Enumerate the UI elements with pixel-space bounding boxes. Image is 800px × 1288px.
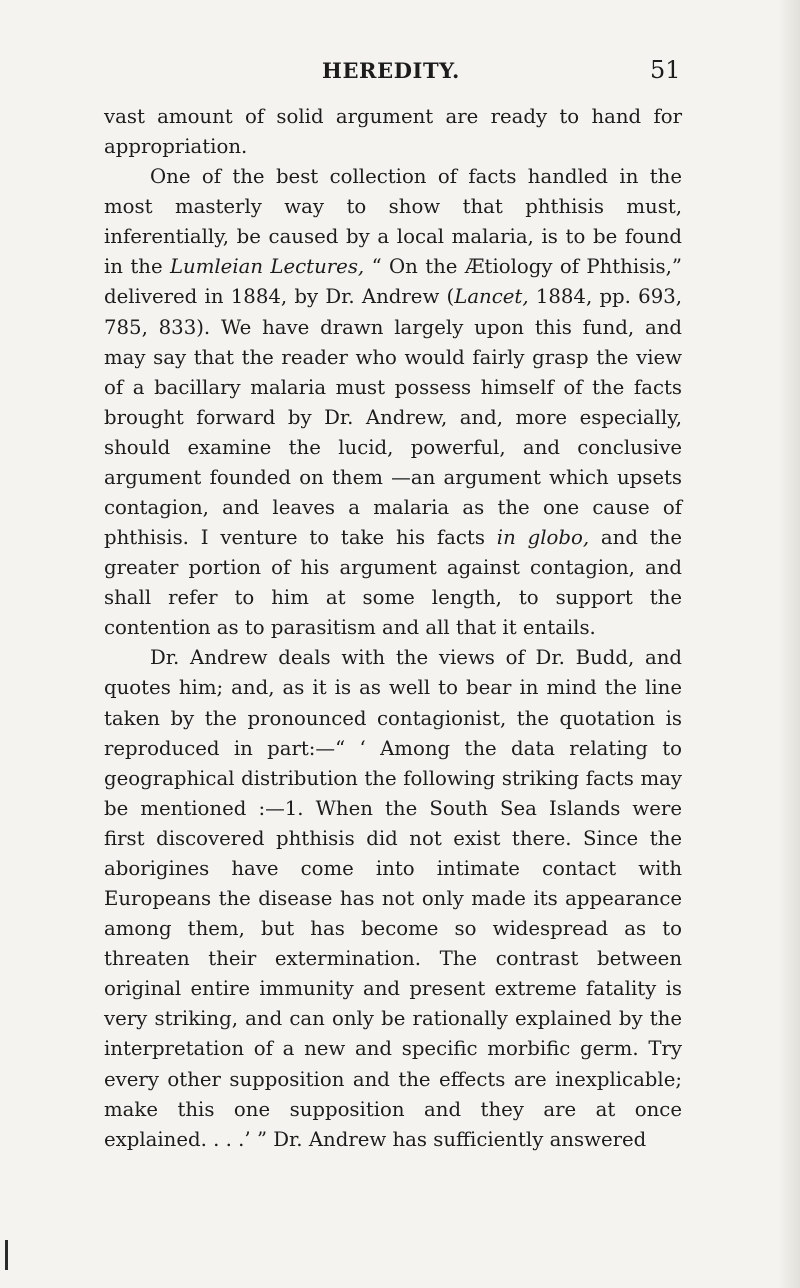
text-run: One of the best collection of facts handled in the most masterly way to show that phthisis must, inferentially, be caused by a local malaria, is to be found in the (104, 165, 682, 279)
page-number: 51 (650, 56, 681, 84)
italic-title-lumleian: Lumleian Lectures, (169, 255, 365, 279)
italic-title-lancet: Lancet, (454, 285, 529, 309)
paragraph-continuation: vast amount of solid argument are ready to hand for appropriation. (104, 105, 682, 159)
body-text (104, 102, 682, 1155)
text-run: 1884, pp. 693, 785, 833). We have drawn largely upon this fund, and may say that the reader who would fairly grasp the view of a bacillary malaria must possess himself of the facts brought forward by Dr. Andrew, and, more especially, should examine the lucid, powerful, and conclusive argument founded on them —an argument which upsets contagion, and leaves a malaria as the one cause of phthisis. I venture to take his facts (104, 285, 683, 550)
scan-edge-mark (5, 1240, 8, 1270)
italic-phrase-in-globo: in globo, (496, 526, 590, 550)
page-edge-shadow (778, 0, 800, 1288)
text-run: “ On the Ætiology of Phthisis,” delivered in 1884, by Dr. Andrew ( (104, 255, 682, 309)
text-run: and the greater portion of his argument against contagion, and shall refer to him at some length, to support the contention as to parasitism and all that it entails. (104, 526, 683, 640)
paragraph-lumleian-lectures (104, 162, 682, 643)
running-title: HEREDITY. (322, 58, 460, 83)
paragraph-budd-quotation: Dr. Andrew deals with the views of Dr. Budd, and quotes him; and, as it is as well to bear in mind the line taken by the pronounced contagionist, the quotation is reproduced in part:—“ ‘ Among the data relating to geographical distribution the following striking facts may be mentioned :—1. When the South Sea Islands were first discovered phthisis did not exist there. Since the aborigines have come into intimate contact with Europeans the disease has not only made its appearance among them, but has become so widespread as to threaten their extermination. The contrast between original entire immunity and present extreme fatality is very striking, and can only be rationally explained by the interpretation of a new and specific morbific germ. Try every other supposition and the effects are inexplicable; make this one supposition and they are at once explained. . . .’ ” Dr. Andrew has sufficiently answered (104, 646, 682, 1151)
running-head (0, 58, 800, 90)
